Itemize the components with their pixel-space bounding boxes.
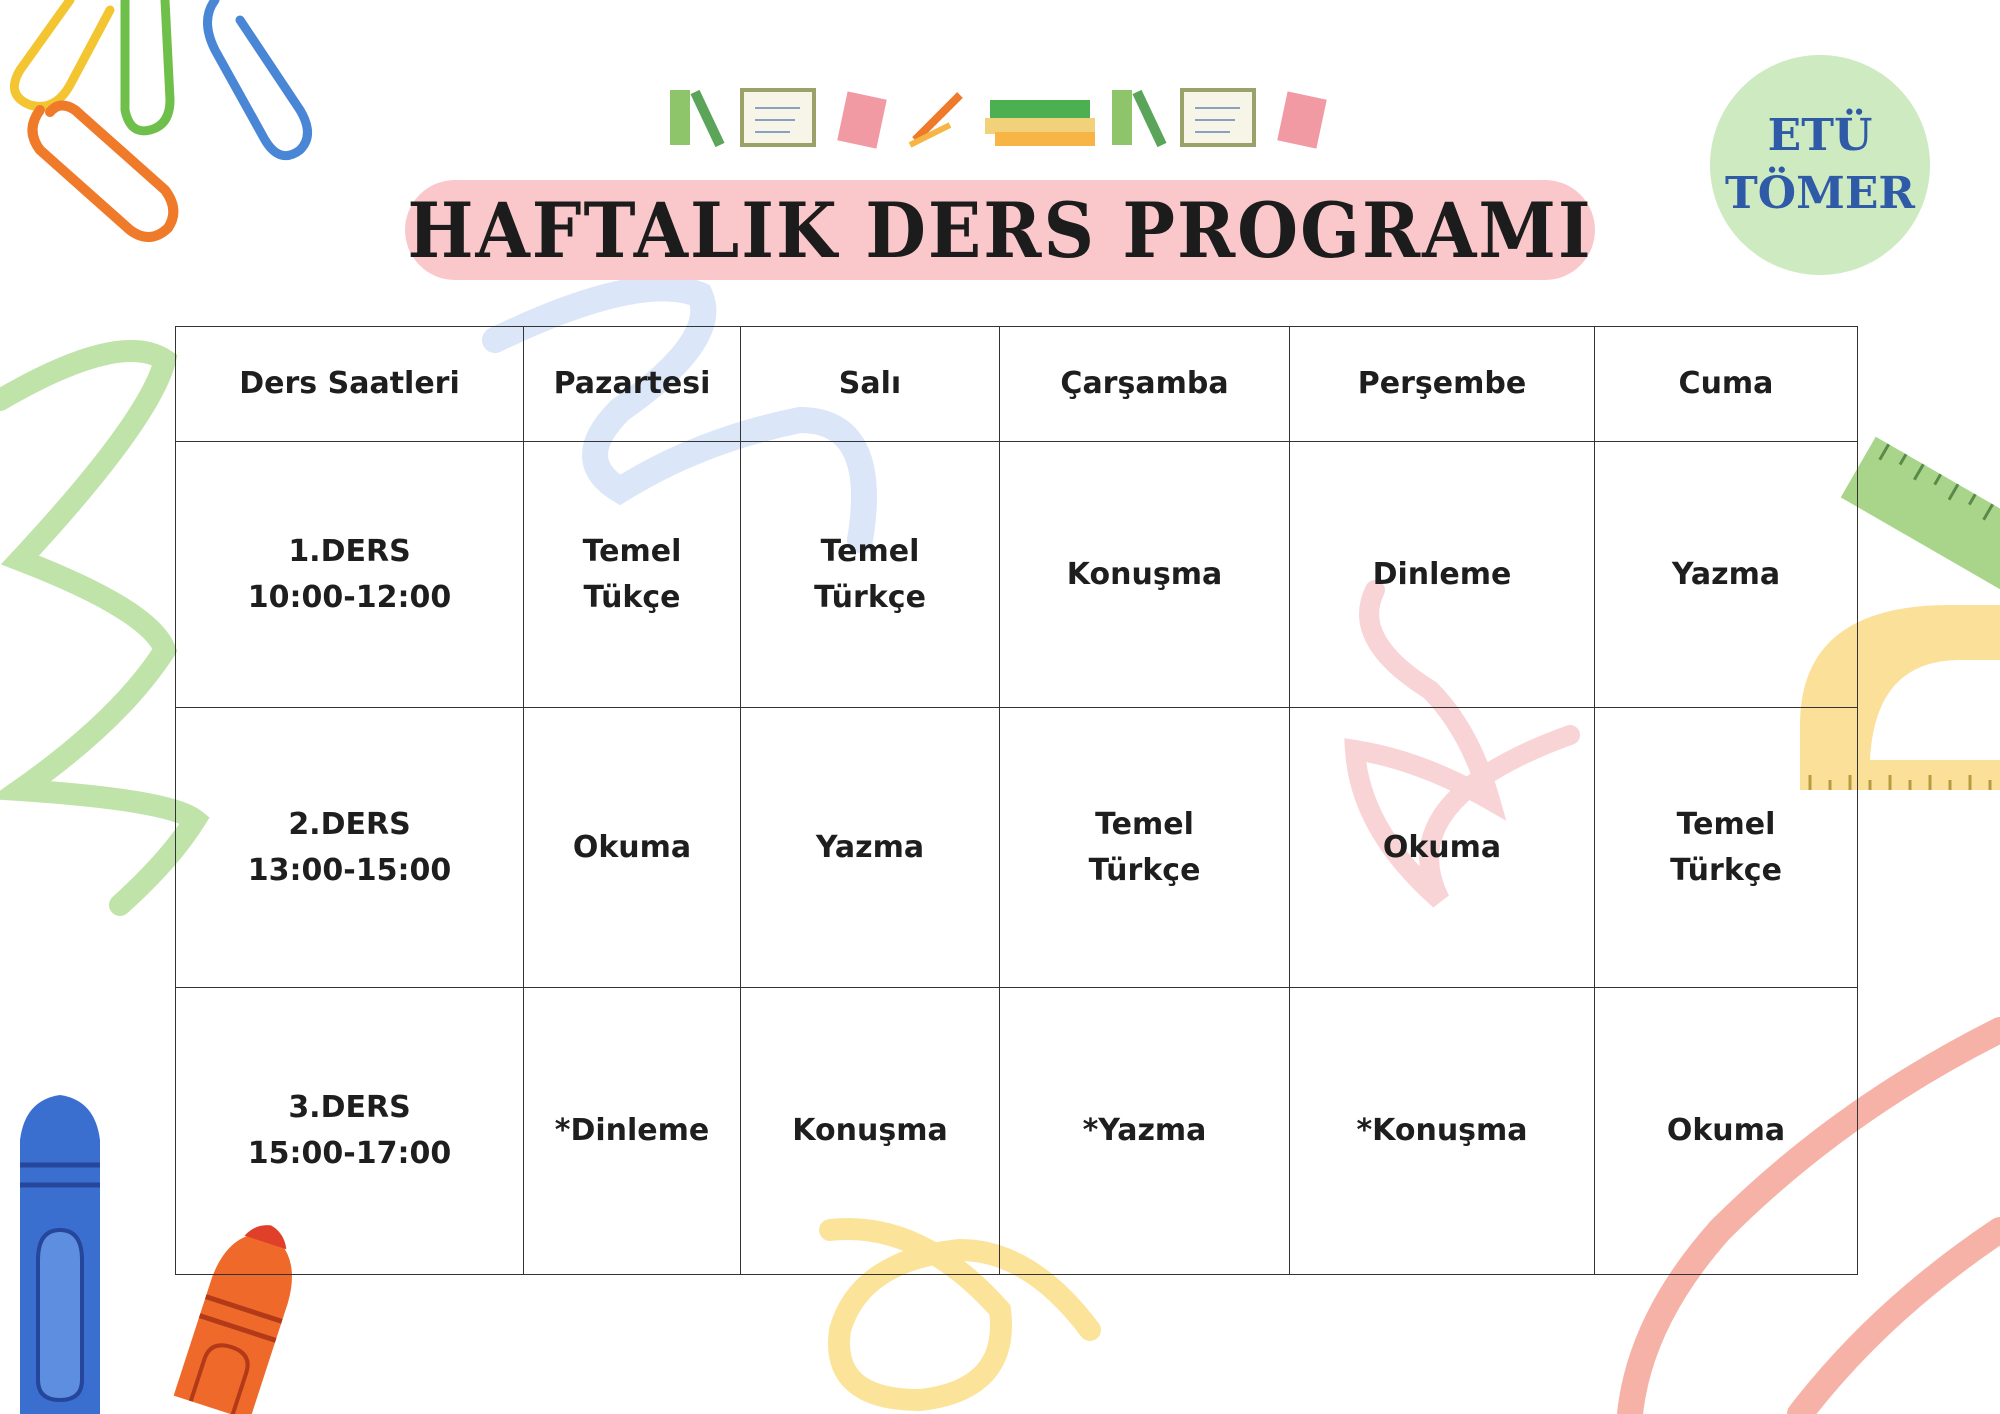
- lesson-label: Okuma: [1382, 829, 1502, 865]
- period-time: 15:00-17:00: [247, 1136, 452, 1171]
- weekly-schedule-table: [175, 326, 1858, 1275]
- paper-clip-green-icon: [125, 0, 170, 131]
- lesson-cell: [1595, 988, 1858, 1275]
- period-label: 1.DERS: [288, 533, 411, 569]
- lesson-cell: [741, 442, 1000, 708]
- period-time: 13:00-15:00: [247, 852, 452, 888]
- period-time: 10:00-12:00: [247, 579, 452, 615]
- lesson-cell: [1290, 988, 1595, 1275]
- period-label: 2.DERS: [288, 806, 411, 842]
- header-carsamba: Çarşamba: [1000, 327, 1290, 442]
- etu-tomer-badge: [1710, 55, 1930, 275]
- lesson-label: Temel Türkçe: [1670, 806, 1782, 888]
- lesson-cell: [1595, 442, 1858, 708]
- lesson-label: Temel Türkçe: [814, 533, 926, 615]
- lesson-label: *Konuşma: [1356, 1113, 1528, 1148]
- lesson-cell: [524, 708, 741, 988]
- paper-clip-blue-icon: [208, 0, 308, 156]
- lesson-cell: [1000, 442, 1290, 708]
- lesson-label: *Dinleme: [554, 1113, 710, 1148]
- lesson-cell: [524, 442, 741, 708]
- school-supplies-strip-icon: [670, 90, 1327, 149]
- badge-line-1: ETÜ: [1767, 110, 1873, 161]
- table-header-row: [176, 327, 1858, 442]
- lesson-label: Konuşma: [792, 1113, 948, 1148]
- header-ders-saatleri: Ders Saatleri: [176, 327, 524, 442]
- period-cell: [176, 708, 524, 988]
- lesson-label: Temel Türkçe: [1088, 806, 1201, 888]
- lesson-label: Temel Tükçe: [582, 533, 682, 615]
- blue-crayon-icon: [20, 1095, 100, 1414]
- lesson-label: Dinleme: [1372, 556, 1512, 592]
- lesson-label: *Yazma: [1082, 1113, 1207, 1148]
- period-cell: [176, 442, 524, 708]
- lesson-cell: [524, 988, 741, 1275]
- lesson-cell: [1000, 988, 1290, 1275]
- lesson-label: Okuma: [572, 829, 692, 865]
- lesson-cell: [1290, 708, 1595, 988]
- header-sali: Salı: [741, 327, 1000, 442]
- ruler-icon: [1841, 437, 2000, 598]
- page-title: HAFTALIK DERS PROGRAMI: [407, 185, 1593, 275]
- table-row: [176, 442, 1858, 708]
- header-persembe: Perşembe: [1290, 327, 1595, 442]
- header-cuma: Cuma: [1595, 327, 1858, 442]
- period-label: 3.DERS: [288, 1090, 411, 1125]
- lesson-cell: [741, 988, 1000, 1275]
- title-banner: [405, 180, 1595, 280]
- header-pazartesi: Pazartesi: [524, 327, 741, 442]
- paper-clip-yellow-icon: [14, 0, 110, 106]
- period-cell: [176, 988, 524, 1275]
- lesson-cell: [1290, 442, 1595, 708]
- green-chalk-scribble: [0, 351, 195, 905]
- lesson-label: Okuma: [1666, 1113, 1786, 1148]
- lesson-label: Konuşma: [1066, 556, 1223, 592]
- lesson-cell: [741, 708, 1000, 988]
- lesson-label: Yazma: [1671, 556, 1781, 592]
- lesson-cell: [1595, 708, 1858, 988]
- lesson-cell: [1000, 708, 1290, 988]
- lesson-label: Yazma: [815, 829, 925, 865]
- table-row: [176, 708, 1858, 988]
- badge-line-2: TÖMER: [1725, 168, 1915, 219]
- table-row: [176, 988, 1858, 1275]
